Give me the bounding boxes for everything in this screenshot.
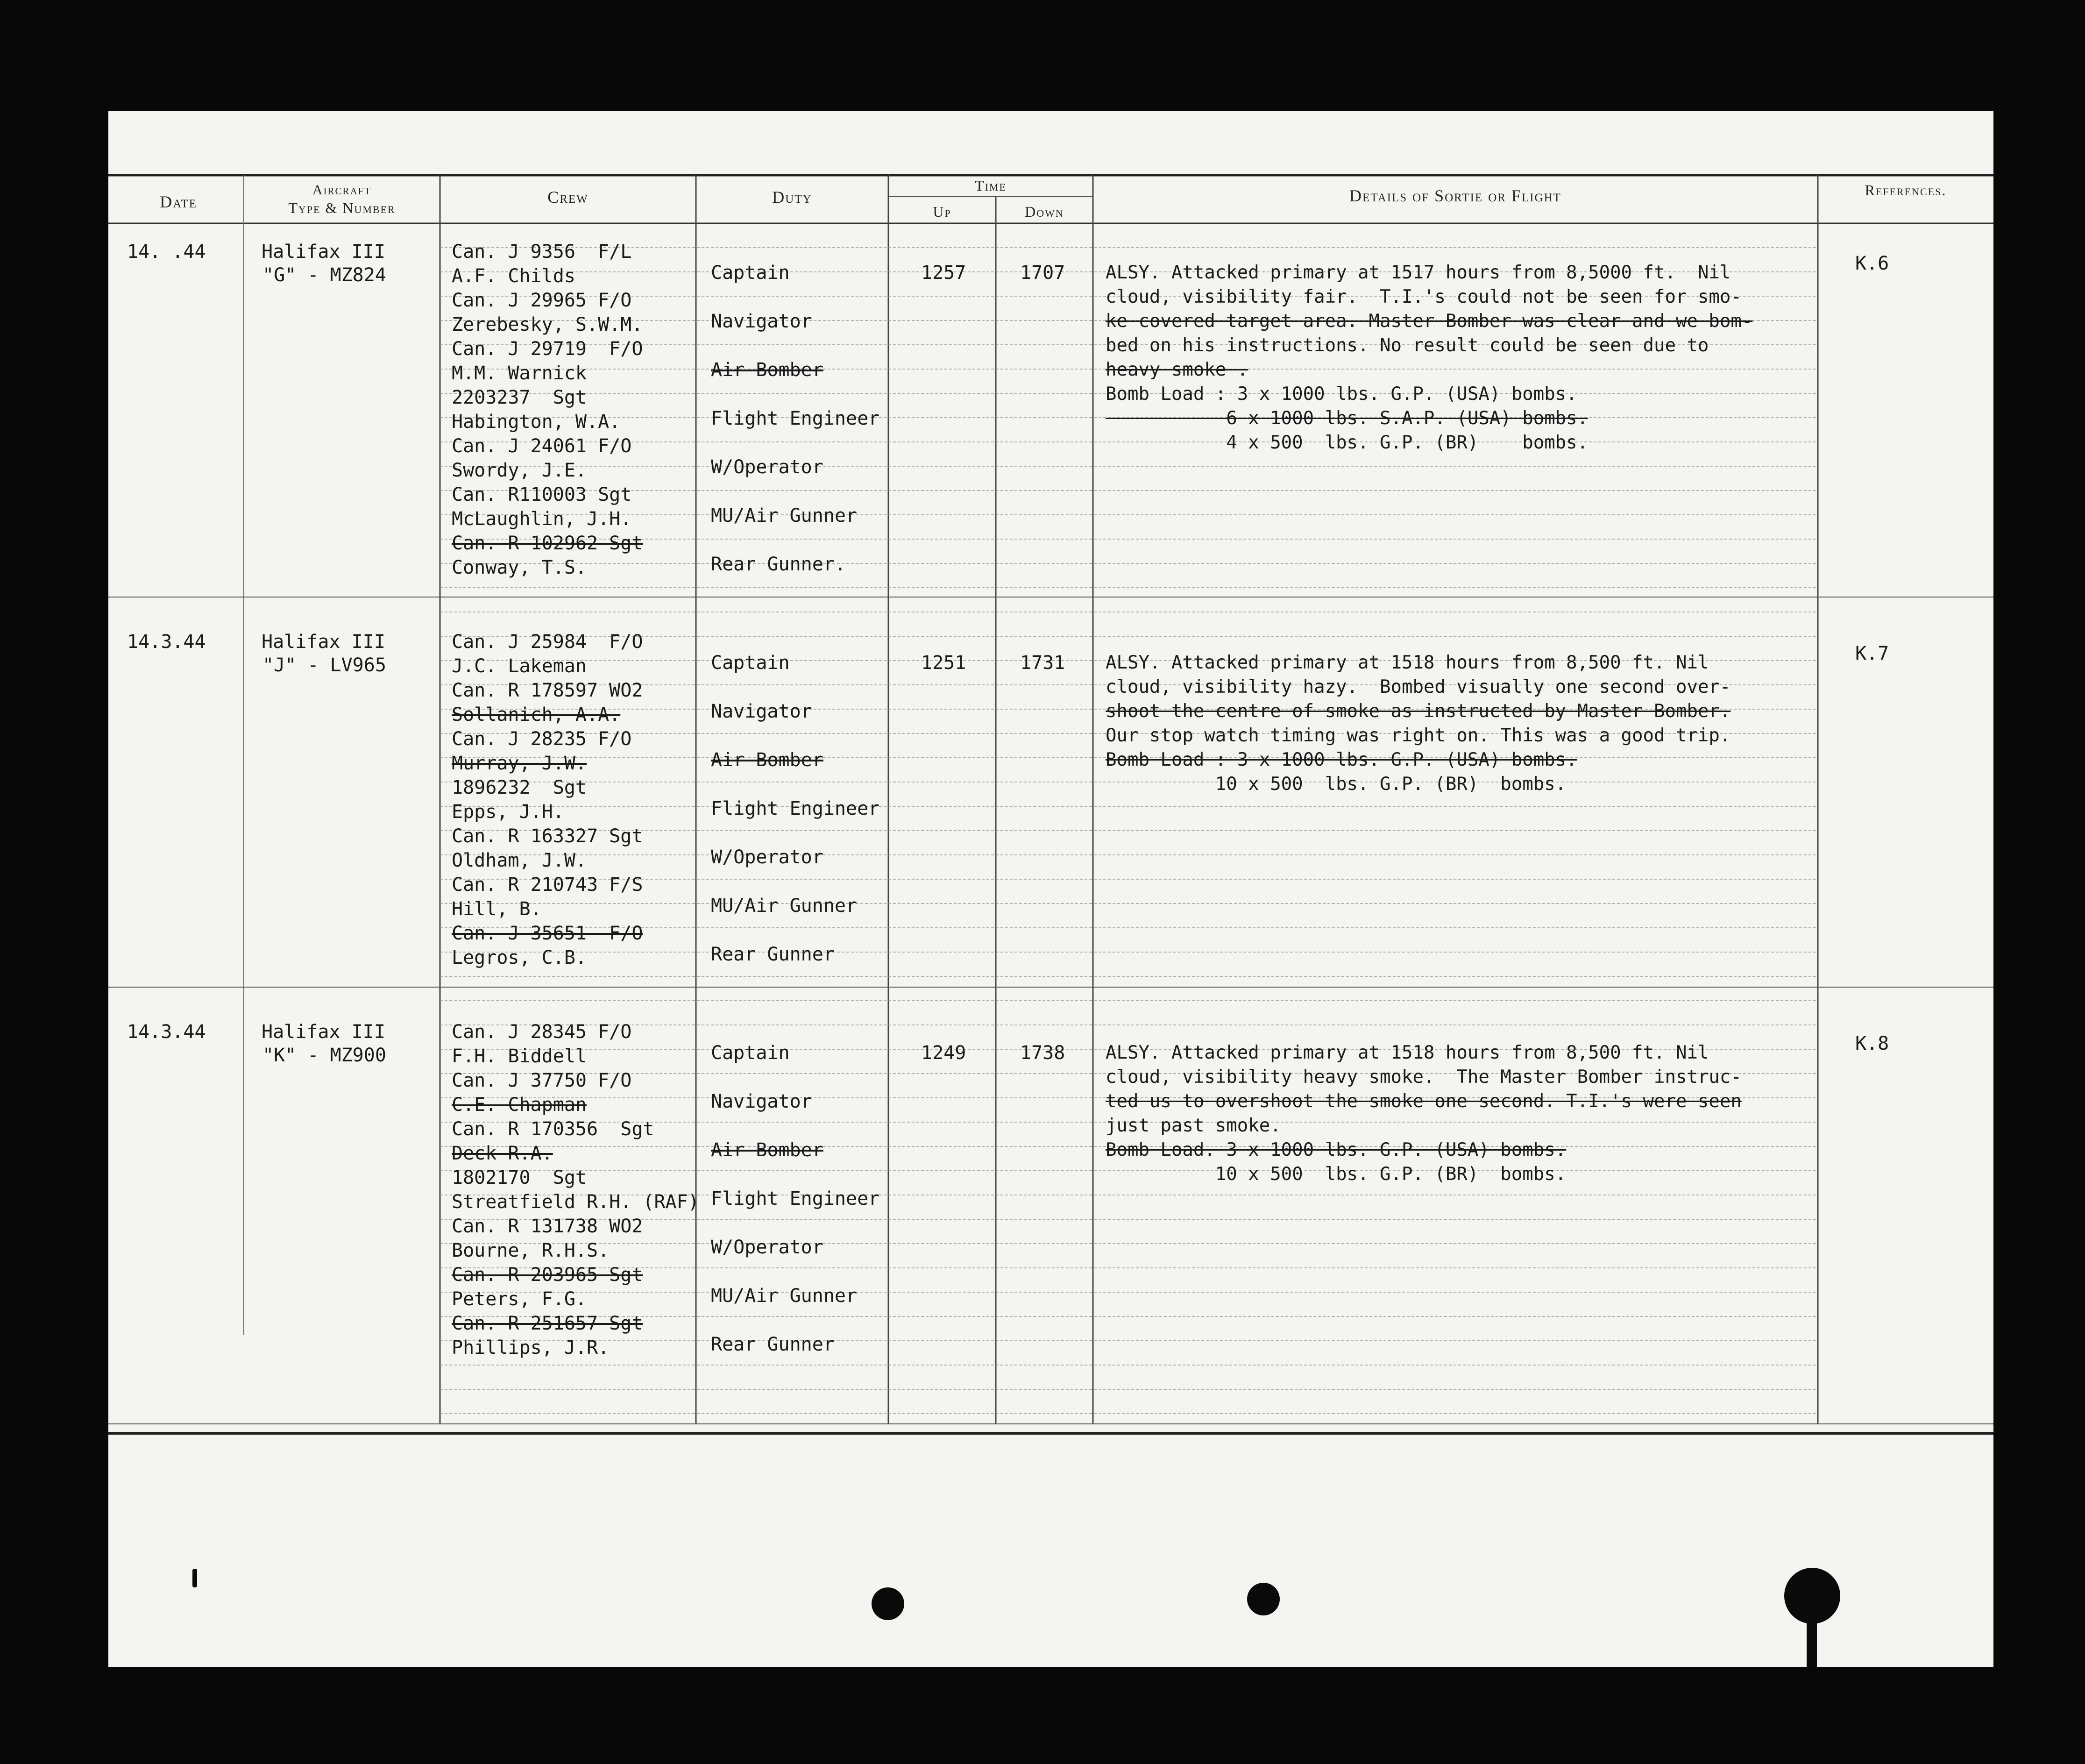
crew-service-number: Can. J 28235 F/O [452, 728, 632, 750]
crew-duty: Navigator [711, 701, 812, 722]
entry-date: 14.3.44 [127, 1021, 206, 1043]
crew-service-number: Can. R 178597 WO2 [452, 680, 643, 701]
header-date: Date [160, 192, 197, 211]
crew-duty: Air Bomber [711, 1139, 823, 1161]
crew-name: Oldham, J.W. [452, 850, 587, 871]
crew-name: McLaughlin, J.H. [452, 508, 632, 530]
crew-duty: Rear Gunner. [711, 554, 846, 575]
reference: K.6 [1855, 253, 1889, 274]
crew-service-number: Can. J 25984 F/O [452, 631, 643, 653]
crew-service-number: Can. R 170356 Sgt [452, 1118, 654, 1140]
crew-service-number: Can. J 9356 F/L [452, 241, 632, 263]
header-aircraft-line2: Type & Number [288, 199, 396, 216]
sortie-detail-line: bed on his instructions. No result could be seen due to [1106, 335, 1709, 356]
crew-name: Hill, B. [452, 898, 542, 920]
crew-service-number: Can. J 28345 F/O [452, 1021, 632, 1043]
crew-duty: Air Bomber [711, 359, 823, 381]
crew-duty: Rear Gunner [711, 1334, 835, 1355]
crew-service-number: Can. J 37750 F/O [452, 1070, 632, 1091]
time-up: 1249 [921, 1042, 966, 1064]
aircraft-number: "G" - MZ824 [262, 264, 386, 286]
binding-notch [1807, 1611, 1817, 1667]
crew-name: Peters, F.G. [452, 1288, 587, 1310]
aircraft-type: Halifax III [262, 241, 385, 263]
aircraft-type: Halifax III [262, 631, 385, 653]
crew-service-number: 1896232 Sgt [452, 777, 587, 798]
crew-name: Deck R.A. [452, 1143, 553, 1164]
crew-duty: W/Operator [711, 846, 823, 868]
crew-duty: Flight Engineer [711, 798, 880, 819]
time-down: 1738 [1020, 1042, 1065, 1064]
time-up: 1251 [921, 652, 966, 674]
crew-name: Zerebesky, S.W.M. [452, 314, 643, 335]
crew-name: A.F. Childs [452, 265, 575, 287]
time-down: 1707 [1020, 262, 1065, 284]
crew-service-number: Can. J 35651 F/O [452, 923, 643, 944]
crew-duty: Flight Engineer [711, 1188, 880, 1209]
crew-service-number: Can. J 29965 F/O [452, 290, 632, 311]
punch-hole [1247, 1583, 1280, 1615]
crew-duty: W/Operator [711, 456, 823, 478]
sortie-detail-line: cloud, visibility heavy smoke. The Master Bomber instruc- [1106, 1067, 1742, 1088]
crew-duty: Rear Gunner [711, 944, 835, 965]
crew-name: Swordy, J.E. [452, 460, 587, 481]
header-details: Details of Sortie or Flight [1349, 186, 1561, 205]
crew-service-number: 2203237 Sgt [452, 387, 587, 408]
sortie-detail-line: cloud, visibility hazy. Bombed visually one second over- [1106, 676, 1731, 697]
crew-service-number: Can. R 203965 Sgt [452, 1264, 643, 1286]
crew-duty: Flight Engineer [711, 408, 880, 429]
sortie-detail-line: ALSY. Attacked primary at 1518 hours from 8,500 ft. Nil [1106, 1042, 1709, 1063]
time-up: 1257 [921, 262, 966, 284]
sortie-detail-line: ted us to overshoot the smoke one second. T.I.'s were seen [1106, 1091, 1742, 1112]
sortie-detail-line: Bomb Load : 3 x 1000 lbs. G.P. (USA) bombs. [1106, 384, 1577, 405]
crew-duty: Captain [711, 262, 790, 284]
crew-service-number: Can. R 251657 Sgt [452, 1313, 643, 1334]
aircraft-type: Halifax III [262, 1021, 385, 1043]
time-down: 1731 [1020, 652, 1065, 674]
aircraft-number: "J" - LV965 [262, 654, 386, 676]
crew-duty: W/Operator [711, 1237, 823, 1258]
sortie-detail-line: 6 x 1000 lbs. S.A.P. (USA) bombs. [1106, 408, 1589, 429]
crew-name: Habington, W.A. [452, 411, 621, 433]
sortie-detail-line: ALSY. Attacked primary at 1518 hours from 8,500 ft. Nil [1106, 652, 1709, 673]
crew-duty: Navigator [711, 311, 812, 332]
crew-service-number: Can. R110003 Sgt [452, 484, 632, 505]
crew-name: Phillips, J.R. [452, 1337, 610, 1359]
sortie-detail-line: 4 x 500 lbs. G.P. (BR) bombs. [1106, 432, 1589, 453]
crew-service-number: Can. R 131738 WO2 [452, 1216, 643, 1237]
crew-name: M.M. Warnick [452, 363, 587, 384]
sortie-detail-line: Our stop watch timing was right on. This was a good trip. [1106, 725, 1731, 746]
crew-name: Streatfield R.H. (RAF) [452, 1191, 699, 1213]
header-crew: Crew [547, 188, 589, 206]
crew-service-number: 1802170 Sgt [452, 1167, 587, 1188]
crew-duty: Captain [711, 652, 790, 674]
crew-name: Bourne, R.H.S. [452, 1240, 610, 1261]
crew-duty: MU/Air Gunner [711, 505, 858, 526]
crew-name: Murray, J.W. [452, 753, 587, 774]
sortie-detail-line: cloud, visibility fair. T.I.'s could not be seen for smo- [1106, 286, 1742, 307]
log-sheet [108, 111, 1993, 1667]
sortie-detail-line: 10 x 500 lbs. G.P. (BR) bombs. [1106, 774, 1567, 795]
crew-duty: MU/Air Gunner [711, 895, 858, 917]
sortie-detail-line: just past smoke. [1106, 1115, 1281, 1136]
punch-hole [872, 1587, 904, 1620]
sortie-detail-line: Bomb Load. 3 x 1000 lbs. G.P. (USA) bombs. [1106, 1139, 1567, 1160]
crew-duty: Navigator [711, 1091, 812, 1112]
crew-duty: Captain [711, 1042, 790, 1064]
entry-date: 14. .44 [127, 241, 206, 263]
aircraft-number: "K" - MZ900 [262, 1045, 386, 1066]
crew-name: Sollanich, A.A. [452, 704, 621, 726]
crew-duty: Air Bomber [711, 749, 823, 771]
header-duty: Duty [772, 188, 812, 206]
crew-service-number: Can. R 102962 Sgt [452, 533, 643, 554]
header-time-down: Down [1025, 203, 1064, 220]
crew-duty: MU/Air Gunner [711, 1285, 858, 1307]
crew-service-number: Can. J 24061 F/O [452, 435, 632, 457]
entry-date: 14.3.44 [127, 631, 206, 653]
sortie-detail-line: 10 x 500 lbs. G.P. (BR) bombs. [1106, 1164, 1567, 1185]
crew-name: Epps, J.H. [452, 801, 564, 823]
sortie-detail-line: Bomb Load : 3 x 1000 lbs. G.P. (USA) bombs. [1106, 749, 1577, 770]
sortie-detail-line: ke covered target area. Master Bomber was clear and we bom- [1106, 311, 1753, 332]
crew-name: Legros, C.B. [452, 947, 587, 968]
sortie-detail-line: heavy smoke . [1106, 359, 1248, 380]
header-time: Time [975, 177, 1007, 194]
crew-service-number: Can. J 29719 F/O [452, 338, 643, 360]
header-references: References. [1865, 182, 1947, 199]
crew-name: C.E. Chapman [452, 1094, 587, 1116]
crew-name: F.H. Biddell [452, 1046, 587, 1067]
crew-name: Conway, T.S. [452, 557, 587, 578]
header-time-up: Up [933, 203, 951, 220]
table-ruling [108, 111, 1993, 1667]
crew-name: J.C. Lakeman [452, 655, 587, 677]
binding-notch [192, 1569, 197, 1587]
sortie-detail-line: shoot the centre of smoke as instructed by Master Bomber. [1106, 701, 1731, 722]
header-aircraft-line1: Aircraft [312, 182, 372, 198]
reference: K.7 [1855, 643, 1889, 664]
reference: K.8 [1855, 1033, 1889, 1054]
sortie-detail-line: ALSY. Attacked primary at 1517 hours from 8,5000 ft. Nil [1106, 262, 1731, 283]
crew-service-number: Can. R 163327 Sgt [452, 825, 643, 847]
crew-service-number: Can. R 210743 F/S [452, 874, 643, 896]
